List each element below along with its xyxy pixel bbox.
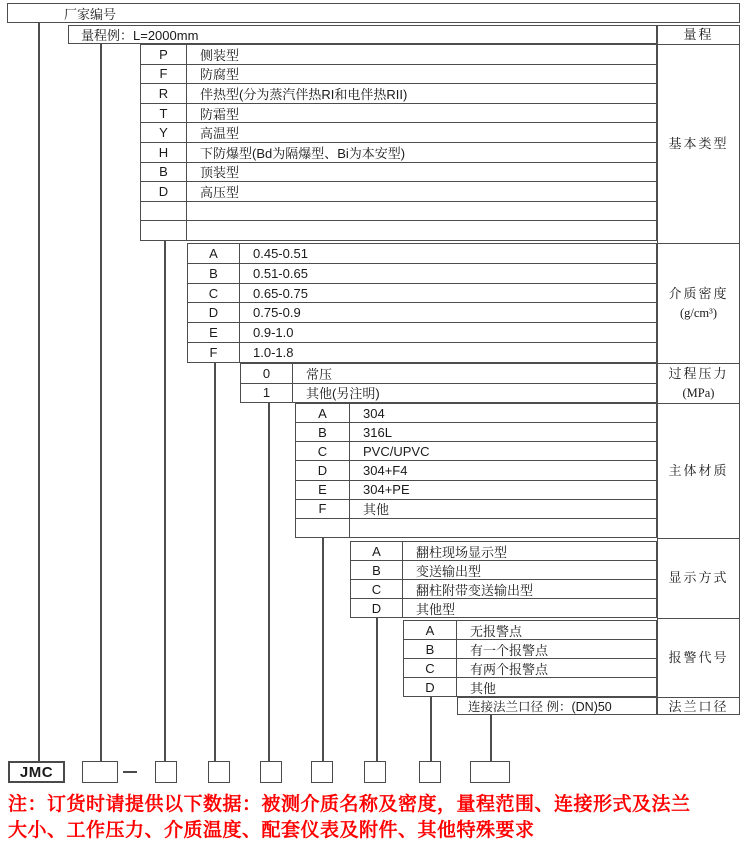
table-row [296,423,656,442]
desc-cell: 翻柱现场显示型 [416,544,508,560]
connector-line-density [214,362,216,762]
code-box-flange [470,761,510,783]
table-row [141,163,656,183]
code-cell: 1 [241,384,293,403]
table-row [241,384,656,403]
desc-cell: 其他(另注明) [306,386,380,402]
desc-cell: 有一个报警点 [470,642,549,658]
code-cell: A [188,244,240,263]
desc-cell [350,519,656,537]
code-cell: E [188,323,240,342]
table-row [141,104,656,124]
label-range: 量程 [658,26,739,45]
desc-cell: 常压 [306,366,333,382]
code-box-density [208,761,230,783]
code-cell [141,202,187,221]
pressure-table [240,363,657,403]
code-cell: C [296,442,350,460]
connector-line-material [322,537,324,762]
connector-line-pressure [268,402,270,762]
desc-cell: 1.0-1.8 [253,345,294,361]
connector-line-flange [490,714,492,762]
desc-cell: 0.51-0.65 [253,265,308,281]
code-cell: E [296,481,350,499]
table-row [404,678,656,696]
flange-size-text: 连接法兰口径 例：(DN)50 [468,700,612,714]
table-row [404,659,656,678]
connector-line-display [376,617,378,762]
ordering-note-line1: 注：订货时请提供以下数据：被测介质名称及密度，量程范围、连接形式及法兰 [8,794,691,815]
code-box-material [311,761,333,783]
code-cell: D [404,678,457,696]
desc-cell: 其他 [470,680,497,696]
table-row [188,303,656,323]
code-cell: A [351,542,403,560]
table-row [141,182,656,202]
label-basic-type: 基本类型 [658,45,739,244]
table-row [141,143,656,163]
code-box-range [82,761,118,783]
desc-cell: 0.45-0.51 [253,245,308,261]
label-material: 主体材质 [658,404,739,539]
material-table [295,403,657,538]
manufacturer-number-row [7,3,740,23]
label-alarm: 报警代号 [658,619,739,698]
alarm-code-table [403,620,657,697]
density-table [187,243,657,363]
desc-cell: 高温型 [200,126,240,142]
table-row [351,580,656,599]
label-pressure: 过程压力 (MPa) [658,364,739,404]
table-row [296,481,656,500]
table-row [141,65,656,85]
desc-cell: 304+F4 [363,462,408,478]
connector-line-range [100,43,102,762]
table-row [188,264,656,284]
desc-cell: 无报警点 [470,623,523,639]
code-cell: C [188,284,240,303]
table-row [188,244,656,264]
code-cell: Y [141,123,187,142]
code-cell: F [188,343,240,362]
table-row [188,343,656,362]
desc-cell: 下防爆型(Bd为隔爆型、Bi为本安型) [200,145,406,161]
desc-cell: 316L [363,424,392,440]
desc-cell: 防霜型 [200,106,240,122]
table-row [351,542,656,561]
dash-separator [123,771,137,773]
table-row [141,45,656,65]
label-flange: 法兰口径 [668,699,729,714]
ordering-note [8,792,748,843]
table-row [351,561,656,580]
code-cell: D [351,599,403,617]
code-cell: B [351,561,403,579]
code-cell: R [141,84,187,103]
desc-cell [187,202,656,221]
code-cell: A [296,404,350,422]
code-box-pressure [260,761,282,783]
table-row-empty [141,221,656,240]
table-row [188,284,656,304]
connector-line-basic-type [164,240,166,762]
manufacturer-number-label: 厂家编号 [64,6,117,22]
desc-cell: 防腐型 [200,67,240,83]
desc-cell: 其他型 [416,601,456,617]
table-row-empty [296,519,656,537]
connector-line-manufacturer [38,22,40,762]
code-cell: F [296,500,350,518]
desc-cell: 0.75-0.9 [253,305,301,321]
desc-cell: 顶装型 [200,165,240,181]
table-row [351,599,656,617]
connector-line-alarm [430,696,432,762]
code-cell [296,519,350,537]
code-cell: B [141,163,187,182]
table-row [296,442,656,461]
code-box-display [364,761,386,783]
table-row [404,640,656,659]
model-prefix-box [8,761,65,783]
table-row [141,123,656,143]
flange-size-row [457,697,657,715]
desc-cell: 0.65-0.75 [253,285,308,301]
basic-type-table [140,44,657,241]
desc-cell: PVC/UPVC [363,443,430,459]
desc-cell: 伴热型(分为蒸汽伴热RI和电伴热RII) [200,86,408,102]
code-cell: H [141,143,187,162]
table-row [296,500,656,519]
code-cell: C [404,659,457,677]
range-example-row [68,25,657,44]
code-cell: C [351,580,403,598]
code-cell: 0 [241,364,293,383]
desc-cell [187,221,656,240]
code-cell: B [296,423,350,441]
code-cell: A [404,621,457,639]
model-prefix-text: JMC [19,763,54,781]
desc-cell: 0.9-1.0 [253,325,294,341]
table-row [296,404,656,423]
label-density: 介质密度 (g/cm³) [658,244,739,364]
desc-cell: 其他 [363,502,390,518]
display-mode-table [350,541,657,618]
desc-cell: 304+PE [363,482,410,498]
table-row [404,621,656,640]
code-cell: D [296,461,350,479]
label-display: 显示方式 [658,539,739,619]
code-cell: T [141,104,187,123]
category-label-strip [657,25,740,715]
code-cell: D [188,303,240,322]
code-cell: D [141,182,187,201]
desc-cell: 翻柱附带变送输出型 [416,582,534,598]
table-row-empty [141,202,656,222]
desc-cell: 有两个报警点 [470,661,549,677]
code-cell: B [188,264,240,283]
code-box-basic-type [155,761,177,783]
code-cell: P [141,45,187,64]
table-row [296,461,656,480]
code-cell: F [141,65,187,84]
code-cell [141,221,187,240]
range-example-label: 量程例：L=2000mm [81,28,199,43]
code-cell: B [404,640,457,658]
desc-cell: 高压型 [200,184,240,200]
desc-cell: 侧装型 [200,47,240,63]
desc-cell: 304 [363,405,385,421]
desc-cell: 变送输出型 [416,563,482,579]
table-row [241,364,656,384]
code-box-alarm [419,761,441,783]
table-row [188,323,656,343]
ordering-note-line2: 大小、工作压力、介质温度、配套仪表及附件、其他特殊要求 [8,819,535,841]
table-row [141,84,656,104]
